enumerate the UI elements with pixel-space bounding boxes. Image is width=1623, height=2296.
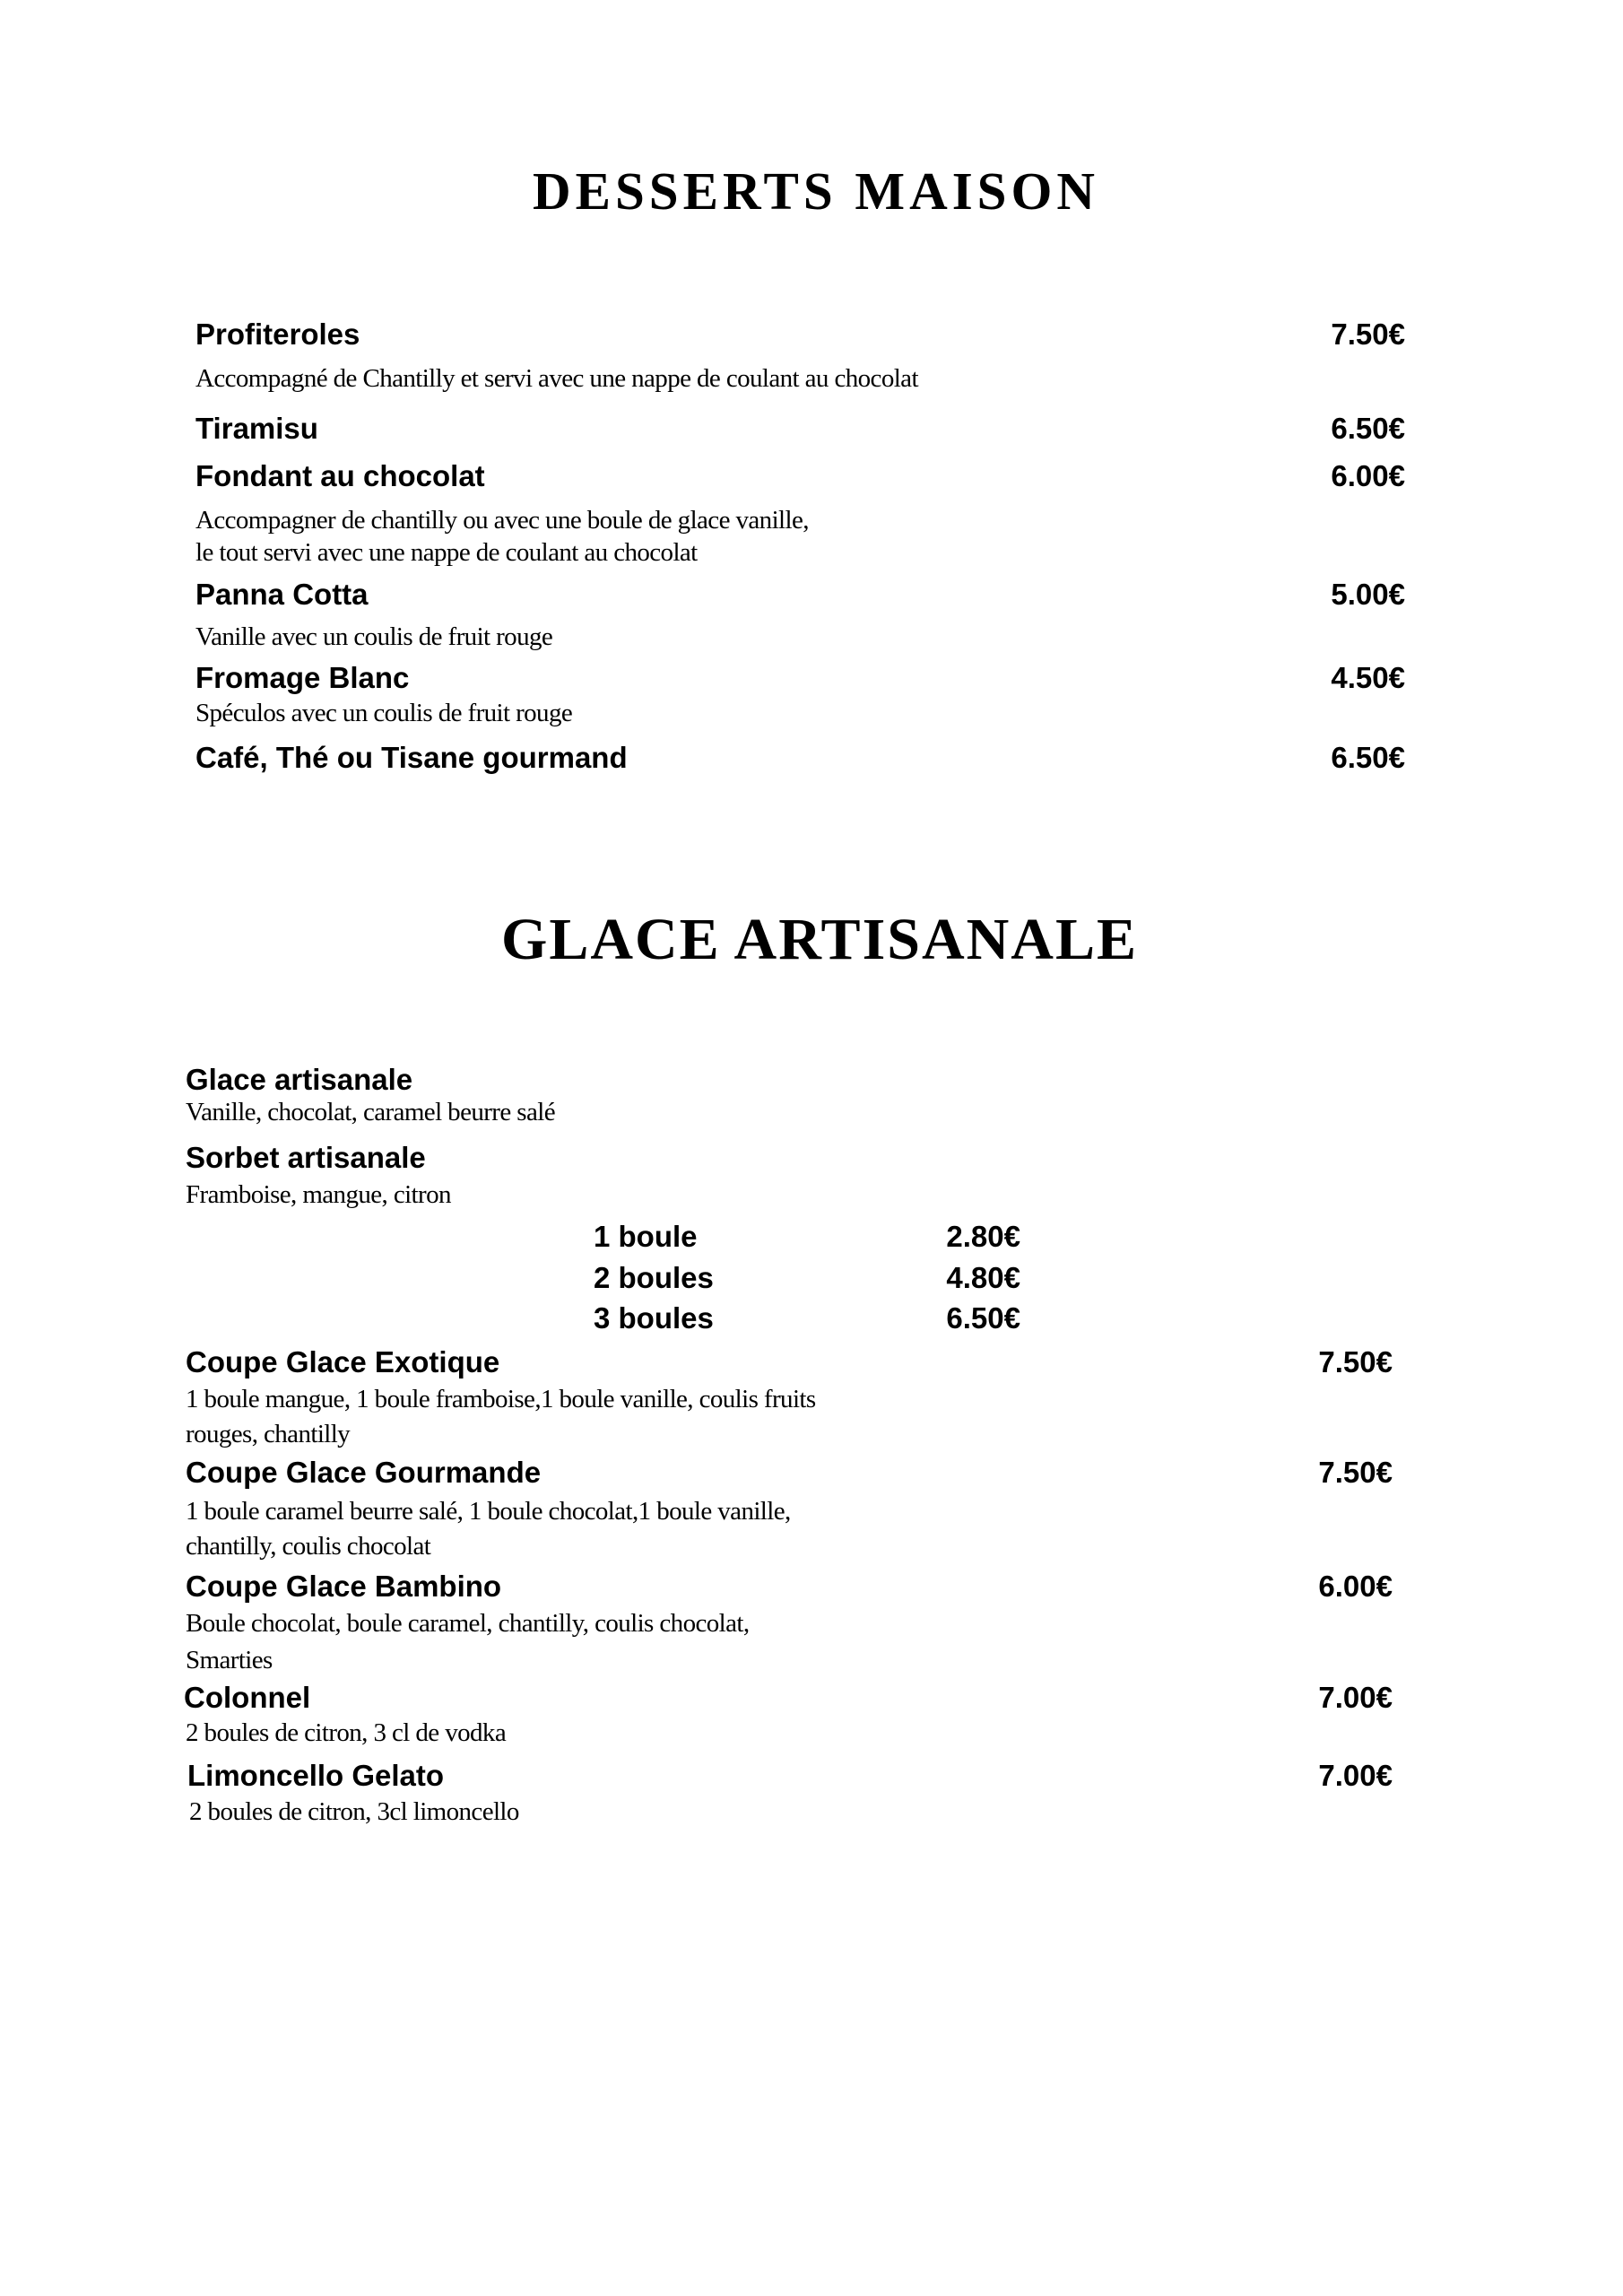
item-price: 6.00€ <box>1331 459 1405 492</box>
item-description: rouges, chantilly <box>186 1420 351 1448</box>
item-name: Panna Cotta <box>195 578 369 611</box>
scoop-label: 1 boule <box>594 1220 698 1253</box>
item-name: Coupe Glace Exotique <box>186 1345 500 1378</box>
item-price: 5.00€ <box>1331 578 1405 611</box>
item-description: Spéculos avec un coulis de fruit rouge <box>195 699 573 727</box>
flavour-name: Sorbet artisanale <box>186 1141 426 1174</box>
item-description: Accompagné de Chantilly et servi avec une nappe de coulant au chocolat <box>195 364 918 393</box>
item-name: Colonnel <box>184 1681 311 1714</box>
item-price: 7.50€ <box>1331 317 1405 351</box>
item-description: 1 boule mangue, 1 boule framboise,1 boule vanille, coulis fruits <box>186 1385 816 1413</box>
item-description: Boule chocolat, boule caramel, chantilly, coulis chocolat, <box>186 1609 750 1638</box>
scoop-price: 6.50€ <box>946 1301 1020 1335</box>
flavour-name: Glace artisanale <box>186 1063 413 1096</box>
item-description: Vanille avec un coulis de fruit rouge <box>195 622 553 651</box>
item-description: le tout servi avec une nappe de coulant au chocolat <box>195 538 698 567</box>
scoop-price: 2.80€ <box>946 1220 1020 1253</box>
flavour-description: Framboise, mangue, citron <box>186 1180 451 1209</box>
item-price: 7.00€ <box>1318 1681 1393 1714</box>
flavour-description: Vanille, chocolat, caramel beurre salé <box>186 1098 555 1126</box>
item-name: Profiteroles <box>195 317 360 351</box>
item-name: Fromage Blanc <box>195 661 410 694</box>
item-description: 2 boules de citron, 3cl limoncello <box>189 1797 519 1826</box>
item-name: Coupe Glace Bambino <box>186 1570 502 1603</box>
item-price: 7.00€ <box>1318 1759 1393 1792</box>
item-name: Café, Thé ou Tisane gourmand <box>195 741 628 774</box>
item-price: 4.50€ <box>1331 661 1405 694</box>
scoop-label: 2 boules <box>594 1261 714 1294</box>
section-title-glace: GLACE ARTISANALE <box>500 907 1138 972</box>
item-description: 2 boules de citron, 3 cl de vodka <box>186 1718 507 1747</box>
item-description: Accompagner de chantilly ou avec une boule de glace vanille, <box>195 506 809 535</box>
item-description: 1 boule caramel beurre salé, 1 boule chocolat,1 boule vanille, <box>186 1497 791 1526</box>
item-price: 7.50€ <box>1318 1345 1393 1378</box>
item-price: 7.50€ <box>1318 1456 1393 1489</box>
section-title-desserts: DESSERTS MAISON <box>533 161 1099 221</box>
item-name: Fondant au chocolat <box>195 459 485 492</box>
item-description: chantilly, coulis chocolat <box>186 1532 431 1561</box>
item-name: Coupe Glace Gourmande <box>186 1456 542 1489</box>
item-price: 6.50€ <box>1331 412 1405 445</box>
item-name: Limoncello Gelato <box>187 1759 445 1792</box>
item-price: 6.00€ <box>1318 1570 1393 1603</box>
scoop-price: 4.80€ <box>946 1261 1020 1294</box>
scoop-label: 3 boules <box>594 1301 714 1335</box>
item-description: Smarties <box>186 1646 273 1674</box>
item-price: 6.50€ <box>1331 741 1405 774</box>
item-name: Tiramisu <box>195 412 318 445</box>
